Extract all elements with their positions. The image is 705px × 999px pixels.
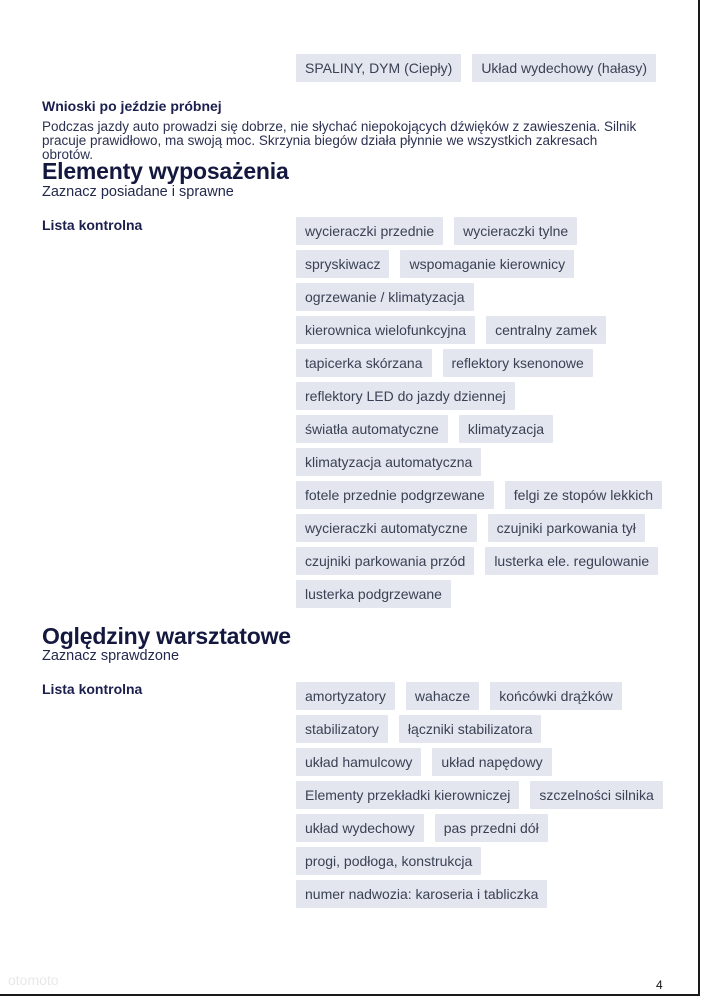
page-number: 4 (656, 978, 663, 992)
tag: lusterka podgrzewane (296, 580, 451, 608)
tag: klimatyzacja (459, 415, 553, 443)
tag: wycieraczki tylne (454, 217, 577, 245)
tag: łączniki stabilizatora (399, 715, 542, 743)
equipment-subtitle: Zaznacz posiadane i sprawne (42, 184, 234, 200)
test-drive-heading: Wnioski po jeździe próbnej (42, 98, 222, 114)
tag: wspomaganie kierownicy (400, 250, 574, 278)
tag: progi, podłoga, konstrukcja (296, 847, 481, 875)
test-drive-text-line: pracuje prawidłowo, ma swoją moc. Skrzynia biegów działa płynnie we wszystkich zakresach obrotów. (42, 133, 598, 162)
tag: tapicerka skórzana (296, 349, 432, 377)
workshop-checklist (296, 682, 656, 913)
tag: pas przedni dół (435, 814, 548, 842)
tag: wycieraczki automatyczne (296, 514, 477, 542)
equipment-checklist (296, 217, 656, 613)
tag: fotele przednie podgrzewane (296, 481, 494, 509)
workshop-title: Oględziny warsztatowe (42, 623, 291, 649)
equipment-title: Elementy wyposażenia (42, 158, 289, 184)
watermark: otomoto (8, 972, 59, 988)
tag: felgi ze stopów lekkich (505, 481, 662, 509)
tag: Układ wydechowy (hałasy) (472, 54, 656, 82)
tag: układ hamulcowy (296, 748, 421, 776)
tag: Elementy przekładki kierowniczej (296, 781, 519, 809)
tag: układ napędowy (432, 748, 551, 776)
tag: reflektory LED do jazdy dziennej (296, 382, 515, 410)
tag: wahacze (406, 682, 479, 710)
test-drive-text-line: Podczas jazdy auto prowadzi się dobrze, nie słychać niepokojących dźwięków z zawieszenia. Silnik (42, 119, 637, 134)
tag: szczelności silnika (530, 781, 662, 809)
test-drive-text (42, 120, 652, 162)
top-tags (296, 54, 656, 87)
tag: czujniki parkowania tył (488, 514, 645, 542)
tag: numer nadwozia: karoseria i tabliczka (296, 880, 547, 908)
tag: lusterka ele. regulowanie (485, 547, 658, 575)
workshop-subtitle: Zaznacz sprawdzone (42, 648, 180, 664)
tag: stabilizatory (296, 715, 388, 743)
tag: ogrzewanie / klimatyzacja (296, 283, 474, 311)
tag: SPALINY, DYM (Ciepły) (296, 54, 461, 82)
tag: amortyzatory (296, 682, 395, 710)
tag: wycieraczki przednie (296, 217, 443, 245)
equipment-checklist-label: Lista kontrolna (42, 217, 143, 233)
tag: światła automatyczne (296, 415, 448, 443)
tag: końcówki drążków (490, 682, 622, 710)
workshop-checklist-label: Lista kontrolna (42, 681, 143, 697)
tag: spryskiwacz (296, 250, 389, 278)
tag: klimatyzacja automatyczna (296, 448, 481, 476)
tag: układ wydechowy (296, 814, 424, 842)
tag: centralny zamek (486, 316, 606, 344)
tag: reflektory ksenonowe (443, 349, 593, 377)
tag: czujniki parkowania przód (296, 547, 474, 575)
tag: kierownica wielofunkcyjna (296, 316, 475, 344)
